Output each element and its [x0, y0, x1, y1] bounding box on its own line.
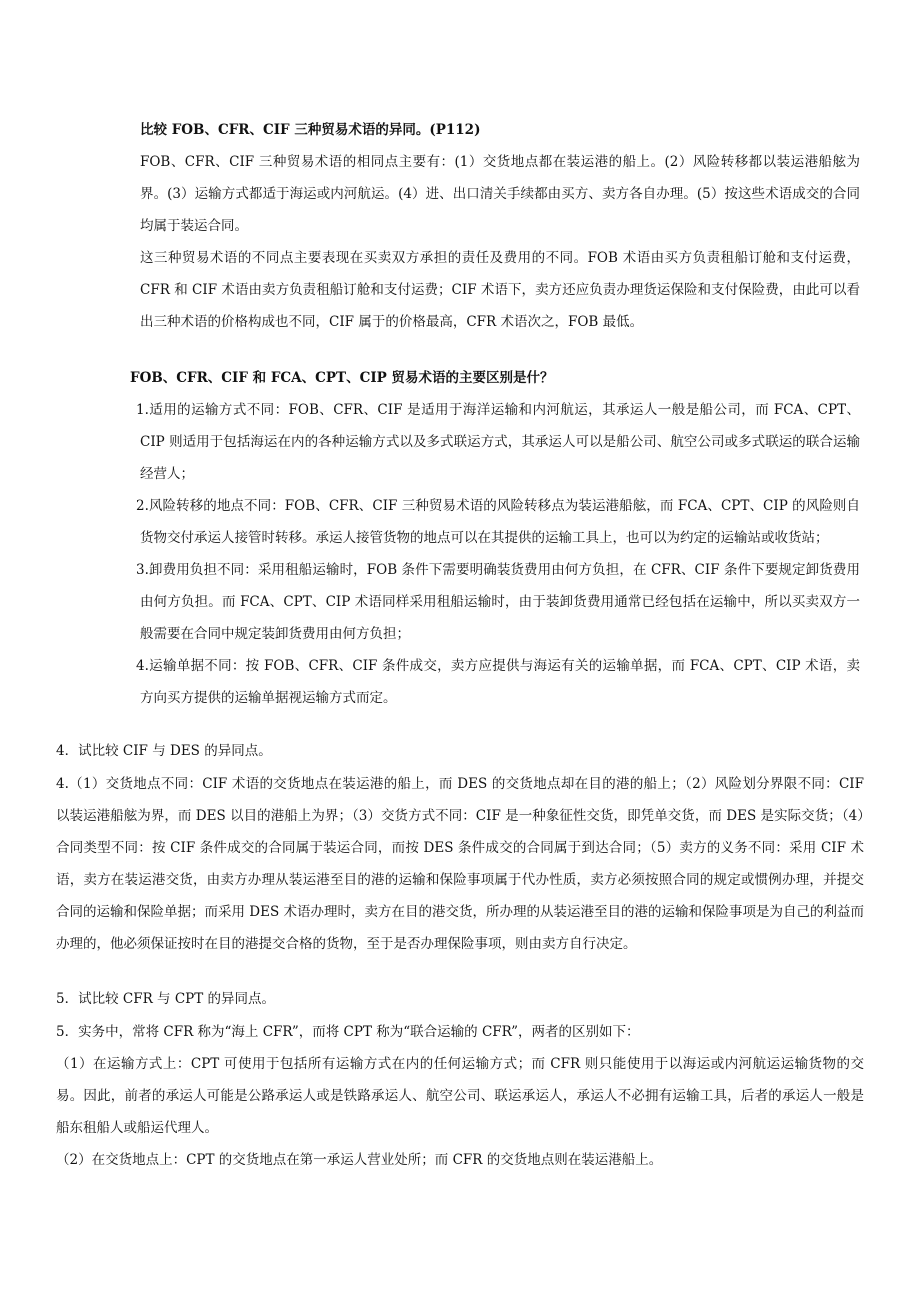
answer-text: 4.（1）交货地点不同：CIF 术语的交货地点在装运港的船上，而 DES 的交货地点却在目的港的船上；（2）风险划分界限不同：CIF 以装运港船舷为界，而 DES 以目的港船上为界；（3）交货方式不同：CIF 是一种象征性交货，即凭单交货，而 DES 是实际交货；（4）合同类型不同：按 CIF 条件成交的合同属于装运合同，而按 DES 条件成交的合同属于到达合同；（5）卖方的义务不同：采用 CIF 术语，卖方在装运港交货，由卖方办理从装运港至目的港的运输和保险事项属于代办性质，卖方必须按照合同的规定或惯例办理，并提交合同的运输和保险单据；而采用 DES 术语办理时，卖方在目的港交货，所办理的从装运港至目的港的运输和保险事项是为自己的利益而办理的，他必须保证按时在目的港提交合格的货物，至于是否办理保险事项，则由卖方自行决定。	[56, 776, 865, 952]
list-item: 2.风险转移的地点不同：FOB、CFR、CIF 三种贸易术语的风险转移点为装运港船舷，而 FCA、CPT、CIP 的风险则自货物交付承运人接管时转移。承运人接管货物的地点可以在其提供的运输工具上，也可以为约定的运输站或收货站；	[136, 498, 860, 546]
section-title: FOB、CFR、CIF 和 FCA、CPT、CIP 贸易术语的主要区别是什？	[130, 370, 554, 386]
answer-point: （1）在运输方式上：CPT 可使用于包括所有运输方式在内的任何运输方式；而 CFR 则只能使用于以海运或内河航运运输货物的交易。因此，前者的承运人可能是公路承运人或是铁路承运人、航空公司、联运承运人，承运人不必拥有运输工具，后者的承运人一般是船东租船人或船运代理人。	[56, 1056, 864, 1136]
answer-point: （2）在交货地点上：CPT 的交货地点在第一承运人营业处所；而 CFR 的交货地点则在装运港船上。	[56, 1152, 663, 1168]
question-text: 5．试比较 CFR 与 CPT 的异同点。	[56, 991, 276, 1007]
paragraph-similarities: FOB、CFR、CIF 三种贸易术语的相同点主要有：(1）交货地点都在装运港的船上。(2）风险转移都以装运港船舷为界。(3）运输方式都适于海运或内河航运。(4）进、出口清关手续都由买方、卖方各自办理。(5）按这些术语成交的合同均属于装运合同。	[140, 154, 860, 234]
section-six-terms-differences	[130, 368, 860, 714]
section-fob-cfr-cif-comparison	[140, 120, 860, 338]
paragraph-differences: 这三种贸易术语的不同点主要表现在买卖双方承担的责任及费用的不同。FOB 术语由买方负责租船订舱和支付运费，CFR 和 CIF 术语由卖方负责租船订舱和支付运费；CIF 术语下，卖方还应负责办理货运保险和支付保险费，由此可以看出三种术语的价格构成也不同，CIF 属于的价格最高，CFR 术语次之，FOB 最低。	[140, 250, 860, 330]
section-cfr-vs-cpt	[56, 986, 864, 1176]
list-item: 4.运输单据不同：按 FOB、CFR、CIF 条件成交，卖方应提供与海运有关的运输单据，而 FCA、CPT、CIP 术语，卖方向买方提供的运输单据视运输方式而定。	[136, 658, 860, 706]
question-text: 4．试比较 CIF 与 DES 的异同点。	[56, 743, 272, 759]
list-item: 1.适用的运输方式不同：FOB、CFR、CIF 是适用于海洋运输和内河航运，其承运人一般是船公司，而 FCA、CPT、CIP 则适用于包括海运在内的各种运输方式以及多式联运方式，其承运人可以是船公司、航空公司或多式联运的联合运输经营人；	[136, 402, 860, 482]
answer-intro: 5．实务中，常将 CFR 称为“海上 CFR”，而将 CPT 称为“联合运输的 CFR”，两者的区别如下：	[56, 1024, 640, 1040]
section-title: 比较 FOB、CFR、CIF 三种贸易术语的异同。(P112)	[140, 122, 481, 138]
section-cif-vs-des	[56, 738, 864, 960]
list-item: 3.卸费用负担不同：采用租船运输时，FOB 条件下需要明确装货费用由何方负担，在 CFR、CIF 条件下要规定卸货费用由何方负担。而 FCA、CPT、CIP 术语同样采用租船运输时，由于装卸货费用通常已经包括在运输中，所以买卖双方一般需要在合同中规定装卸货费用由何方负担；	[136, 562, 860, 642]
